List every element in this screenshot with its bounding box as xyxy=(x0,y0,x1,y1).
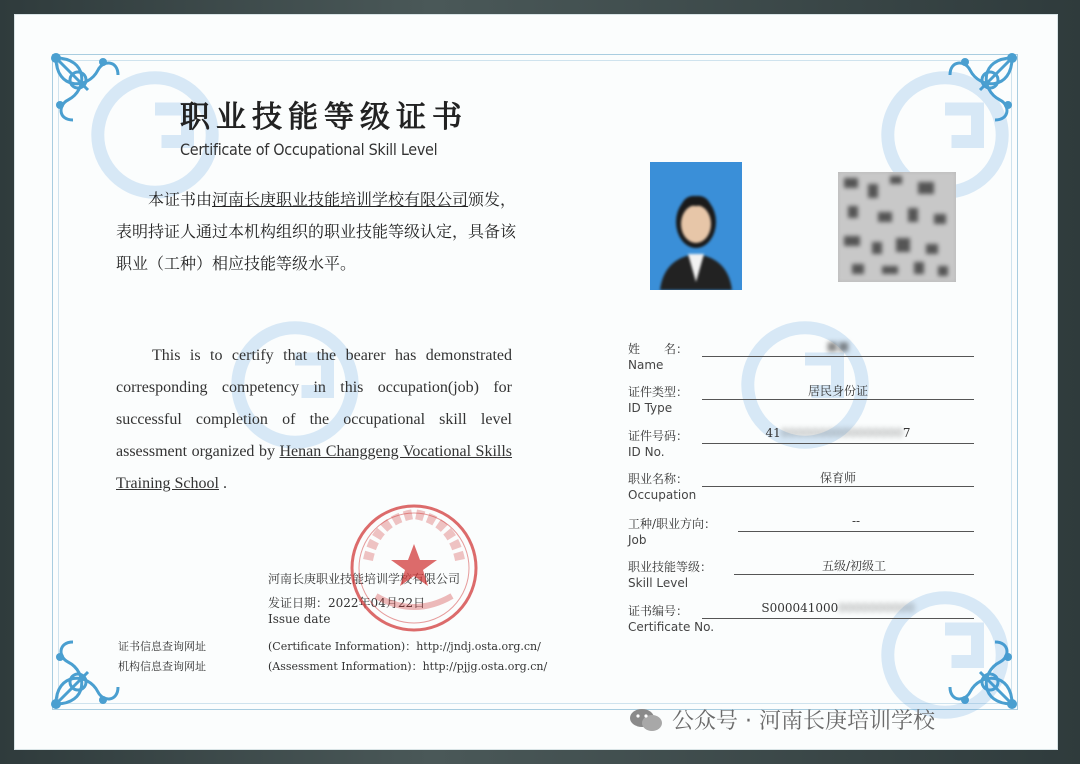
certificate-title-en: Certificate of Occupational Skill Level xyxy=(180,140,438,159)
statement-issuer-cn: 河南长庚职业技能培训学校有限公司 xyxy=(212,190,469,209)
field-label-cn: 职业名称： xyxy=(628,472,689,486)
id-no-prefix: 41 xyxy=(765,426,781,440)
issuer-line: 河南长庚职业技能培训学校有限公司 xyxy=(268,572,461,586)
field-value: ■■ xyxy=(826,339,850,353)
cert-no-prefix: S000041000 xyxy=(761,601,839,615)
holder-photo xyxy=(650,162,742,290)
statement-suffix: 颁发，表明持证人通过本机构组织的职业技能等级认定，具备该职业（工种）相应技能等级水平。 xyxy=(116,190,517,273)
statement-prefix: 本证书由 xyxy=(148,190,213,209)
field-occupation xyxy=(628,470,978,510)
field-label-cn: 证件类型： xyxy=(628,385,689,399)
field-value: -- xyxy=(851,514,861,528)
qr-code[interactable] xyxy=(838,172,956,282)
cert-query-url[interactable]: (Certificate Information)：http://jndj.osta.org.cn/ xyxy=(268,640,541,653)
issue-date-value: 2022年04月22日 xyxy=(328,596,426,610)
id-no-suffix: 7 xyxy=(902,426,911,440)
statement-end: . xyxy=(222,475,227,492)
field-label-en: Certificate No. xyxy=(628,620,715,634)
field-label-en: Job xyxy=(628,533,647,547)
field-value: 五级/初级工 xyxy=(821,559,887,573)
issue-date-label: 发证日期： xyxy=(268,596,329,610)
footer-text: 公众号 · 河南长庚培训学校 xyxy=(672,709,935,734)
field-skill-level xyxy=(628,558,978,598)
field-cert-no xyxy=(628,602,978,642)
statement-text-en: This is to certify that the bearer has demonstrated corresponding competency in this occupation(job) for successful completion of the occupational skill level assessment organized by xyxy=(116,347,512,460)
corner-ornament-bottom-left xyxy=(48,602,158,712)
field-label-en: ID No. xyxy=(628,445,665,459)
field-value: 居民身份证 xyxy=(807,384,868,398)
field-name xyxy=(628,340,978,380)
certificate-title-cn: 职业技能等级证书 xyxy=(180,100,468,135)
issue-date-en: Issue date xyxy=(268,612,331,626)
field-label-cn: 证件号码： xyxy=(628,429,689,443)
english-statement xyxy=(116,340,512,500)
field-id-no xyxy=(628,427,978,467)
field-value: 4100000000000000007 xyxy=(765,426,911,440)
field-id-type xyxy=(628,383,978,423)
official-seal-stamp xyxy=(346,500,482,636)
field-value: S0000410000000000000 xyxy=(761,601,915,615)
field-label-en: Occupation xyxy=(628,488,697,502)
field-label-cn: 工种/职业方向： xyxy=(628,517,717,531)
chinese-statement xyxy=(116,184,518,280)
field-label-en: Skill Level xyxy=(628,576,689,590)
cert-query-label: 证书信息查询网址 xyxy=(118,640,206,653)
field-label-cn: 姓 名： xyxy=(628,342,689,356)
wechat-icon xyxy=(628,707,664,733)
field-label-en: Name xyxy=(628,358,664,372)
statement-issuer-en: Henan Changgeng Vocational Skills Training School xyxy=(116,443,513,492)
field-value: 保育师 xyxy=(819,471,856,485)
field-label-en: ID Type xyxy=(628,401,673,415)
org-query-label: 机构信息查询网址 xyxy=(118,660,206,673)
field-label-cn: 职业技能等级： xyxy=(628,560,713,574)
org-query-url[interactable]: (Assessment Information)：http://pjjg.osta.org.cn/ xyxy=(268,660,548,673)
field-direction xyxy=(628,515,978,555)
field-label-cn: 证书编号： xyxy=(628,604,689,618)
